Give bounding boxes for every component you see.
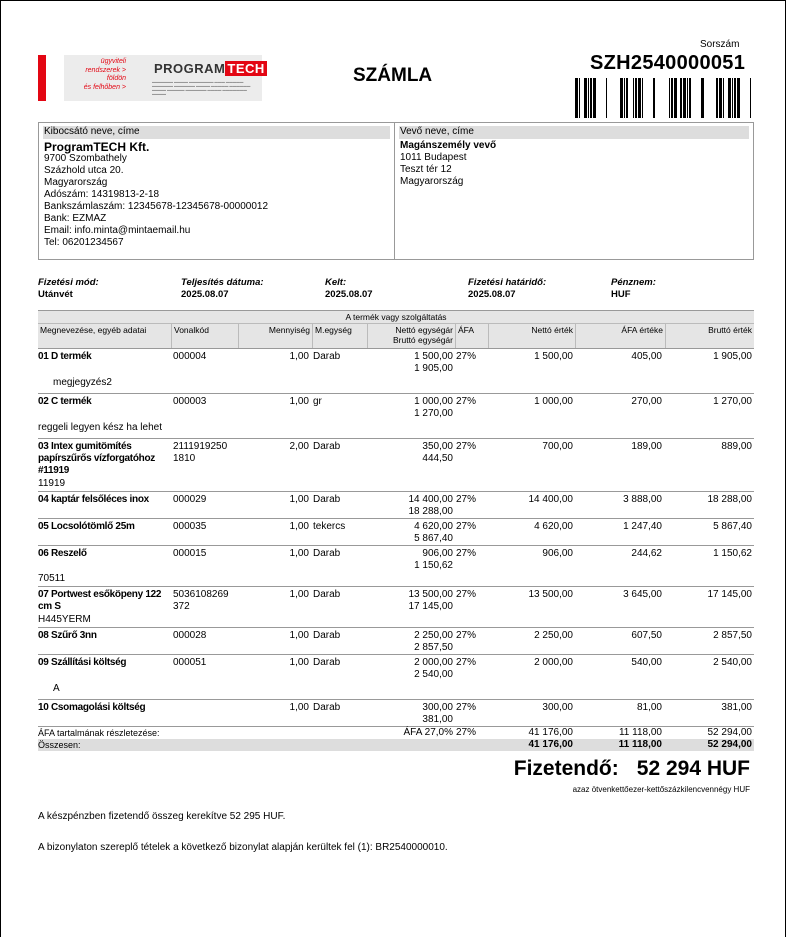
payment-method: Fizetési mód: Utánvét: [38, 277, 99, 300]
issue-date: Kelt: 2025.08.07: [325, 277, 373, 300]
col-qty: Mennyiség: [238, 324, 312, 348]
barcode-bar: [687, 78, 688, 118]
barcode-bar: [653, 78, 655, 118]
company-logo: [64, 55, 265, 101]
payable-amount: 52 294 HUF: [636, 757, 750, 780]
buyer-header: Vevő neve, címe: [399, 126, 749, 139]
seller-line: Tel: 06201234567: [44, 237, 124, 248]
table-row: 03 Intex gumitömítés papírszűrős vízforgatóhoz #11919 2111919250 1810 2,00 Darab 350,00 444,50 27% 700,00 189,00 889,00 11919: [38, 439, 754, 492]
currency: Pénznem: HUF: [611, 277, 656, 300]
barcode-bar: [642, 78, 643, 118]
barcode-bar: [593, 78, 596, 118]
logo-fine-print: ▬▬▬▬▬▬ ▬▬▬▬ ▬▬▬▬▬▬▬ ▬▬▬ ▬▬▬▬▬ ▬▬▬▬▬▬ ▬▬▬▬▬▬ ▬▬▬▬ ▬▬▬▬▬ ▬▬▬▬▬▬ ▬▬▬▬ ▬▬▬▬▬ ▬▬▬▬▬▬ ▬▬▬▬ ▬▬▬▬▬▬▬ ▬▬▬▬: [152, 80, 251, 96]
seller-line: Email: info.minta@mintaemail.hu: [44, 225, 191, 236]
table-caption: A termék vagy szolgáltatás: [38, 310, 754, 324]
col-net: Nettó érték: [488, 324, 575, 348]
col-gross: Bruttó érték: [665, 324, 754, 348]
seller-line: Százhold utca 20.: [44, 165, 124, 176]
seller-line: Magyarország: [44, 177, 108, 188]
table-row: 04 kaptár felsőléces inox 000029 1,00 Darab 14 400,00 18 288,00 27% 14 400,00 3 888,00 18 288,00: [38, 494, 752, 517]
buyer-box: [394, 122, 754, 260]
barcode-bar: [723, 78, 724, 118]
buyer-line: Magyarország: [400, 176, 464, 187]
serial-number: SZH2540000051: [590, 52, 746, 74]
barcode-bar: [701, 78, 704, 118]
barcode-bar: [671, 78, 673, 118]
rounding-note: A készpénzben fizetendő összeg kerekítve 52 295 HUF.: [38, 811, 286, 822]
barcode-bar: [669, 78, 670, 118]
table-header: [38, 324, 754, 349]
seller-name: ProgramTECH Kft.: [44, 140, 150, 154]
table-row: 09 Szállítási költség 000051 1,00 Darab 2 000,00 2 540,00 27% 2 000,00 540,00 2 540,00 A: [38, 655, 754, 700]
barcode-bar: [674, 78, 677, 118]
amount-in-words: azaz ötvenkettőezer-kettőszázkilencvennégy HUF: [572, 785, 750, 794]
barcode-bar: [750, 78, 751, 118]
barcode-bar: [575, 78, 578, 118]
barcode: [575, 78, 753, 118]
payable-label: Fizetendő:: [513, 757, 619, 780]
barcode-bar: [638, 78, 641, 118]
barcode-bar: [719, 78, 722, 118]
barcode-bar: [588, 78, 589, 118]
col-unit-price: Nettó egységár Bruttó egységár: [367, 324, 455, 348]
table-row: 06 Reszelő 000015 1,00 Darab 906,00 1 150,62 27% 906,00 244,62 1 150,62 70511: [38, 546, 754, 587]
barcode-bar: [626, 78, 628, 118]
col-unit: M.egység: [312, 324, 367, 348]
barcode-bar: [732, 78, 733, 118]
barcode-bar: [620, 78, 623, 118]
barcode-bar: [737, 78, 740, 118]
brand-red-bar: [38, 55, 46, 101]
col-vat: ÁFA: [455, 324, 488, 348]
items-table: [38, 310, 754, 751]
barcode-bar: [716, 78, 718, 118]
logo-tagline: ügyviteli rendszerek > földön és felhőben >: [83, 58, 126, 91]
barcode-bar: [579, 78, 580, 118]
col-name: Megnevezése, egyéb adatai: [40, 325, 147, 335]
barcode-bar: [680, 78, 682, 118]
barcode-bar: [584, 78, 587, 118]
barcode-bar: [689, 78, 691, 118]
buyer-name: Magánszemély vevő: [400, 140, 497, 151]
serial-label: Sorszám: [700, 39, 740, 50]
barcode-bar: [728, 78, 731, 118]
document-title: SZÁMLA: [353, 65, 433, 86]
amount-payable: [514, 757, 750, 781]
table-row: 02 C termék 000003 1,00 gr 1 000,00 1 270,00 27% 1 000,00 270,00 1 270,00 reggeli legyen kész ha lehet: [38, 394, 754, 439]
total-row: Összesen: 41 176,00 11 118,00 52 294,00: [38, 739, 752, 750]
col-vat-value: ÁFA értéke: [575, 324, 665, 348]
barcode-bar: [590, 78, 592, 118]
seller-line: Adószám: 14319813-2-18: [44, 189, 160, 200]
table-row: 07 Portwest esőköpeny 122 cm S 5036108269 372 1,00 Darab 13 500,00 17 145,00 27% 13 500,00 3 645,00 17 145,00 H445YERM: [38, 587, 754, 628]
source-document-note: A bizonylaton szereplő tételek a következő bizonylat alapján kerültek fel (1): BR2540000010.: [38, 842, 448, 853]
seller-box: [38, 122, 395, 260]
buyer-line: Teszt tér 12: [400, 164, 452, 175]
table-row: 10 Csomagolási költség 1,00 Darab 300,00 381,00 27% 300,00 81,00 381,00: [38, 702, 752, 725]
seller-header: Kibocsátó neve, címe: [43, 126, 390, 139]
col-code: Vonalkód: [171, 324, 238, 348]
barcode-bar: [635, 78, 637, 118]
barcode-bar: [606, 78, 607, 118]
buyer-line: 1011 Budapest: [400, 152, 467, 163]
seller-line: 9700 Szombathely: [44, 153, 127, 164]
barcode-bar: [734, 78, 736, 118]
logo-brand: PROGRAM TECH: [154, 61, 265, 76]
table-row: 01 D termék 000004 1,00 Darab 1 500,00 1 905,00 27% 1 500,00 405,00 1 905,00 megjegyzés2: [38, 349, 754, 394]
seller-line: Bank: EZMAZ: [44, 213, 107, 224]
barcode-bar: [624, 78, 625, 118]
table-row: 05 Locsolótömlő 25m 000035 1,00 tekercs 4 620,00 5 867,40 27% 4 620,00 1 247,40 5 867,40: [38, 521, 752, 544]
barcode-bar: [683, 78, 686, 118]
completion-date: Teljesítés dátuma: 2025.08.07: [181, 277, 264, 300]
table-row: 08 Szűrő 3nn 000028 1,00 Darab 2 250,00 2 857,50 27% 2 250,00 607,50 2 857,50: [38, 630, 752, 653]
vat-breakdown-row: ÁFA tartalmának részletezése: ÁFA 27,0% 27% 41 176,00 11 118,00 52 294,00: [38, 727, 752, 738]
barcode-bar: [633, 78, 634, 118]
due-date: Fizetési határidő: 2025.08.07: [468, 277, 547, 300]
seller-line: Bankszámlaszám: 12345678-12345678-00000012: [44, 201, 269, 212]
